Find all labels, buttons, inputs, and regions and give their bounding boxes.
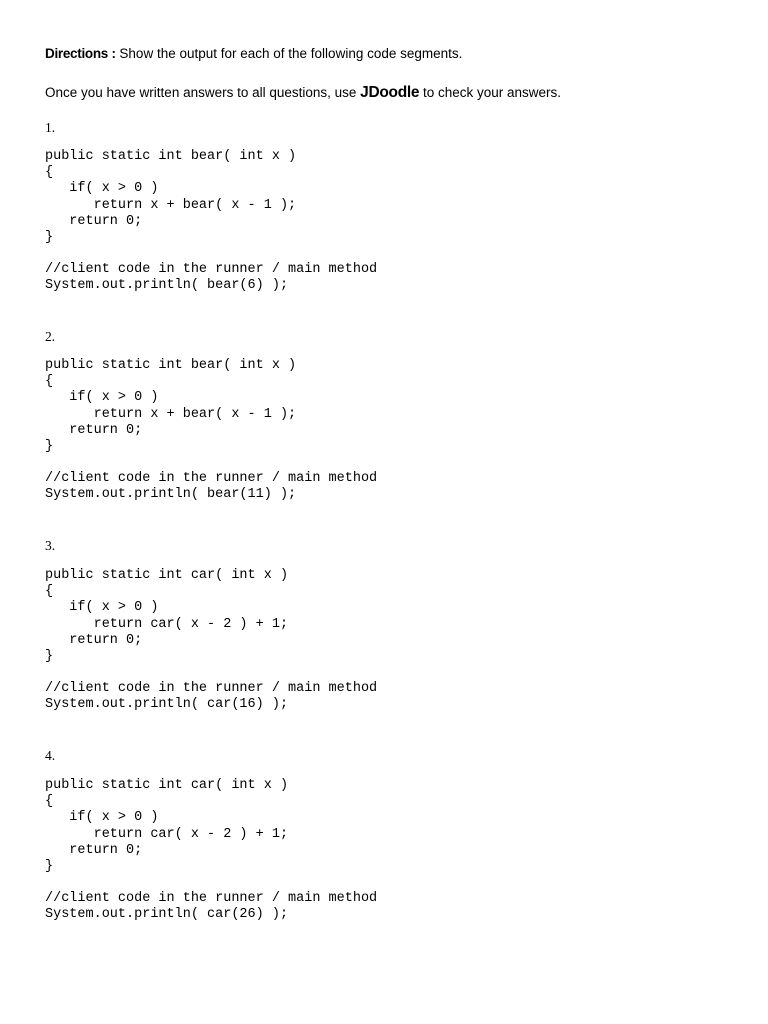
question-1-number: 1.	[45, 120, 56, 135]
question-3-client-code: //client code in the runner / main method System.out.println( car(16) );	[45, 681, 378, 713]
jdoodle-reference: JDoodle	[360, 84, 420, 101]
instruction-line	[45, 84, 561, 102]
directions-label: Directions :	[45, 46, 116, 61]
question-3-number: 3.	[45, 538, 56, 553]
question-2-method-code: public static int bear( int x ) { if( x > 0 ) return x + bear( x - 1 ); return 0; }	[45, 358, 297, 455]
directions-line	[45, 46, 462, 61]
question-4-method-code: public static int car( int x ) { if( x > 0 ) return car( x - 2 ) + 1; return 0; }	[45, 778, 289, 875]
instruction-text-before: Once you have written answers to all questions, use	[45, 85, 361, 100]
question-2-number: 2.	[45, 329, 56, 344]
question-1-client-code: //client code in the runner / main method System.out.println( bear(6) );	[45, 262, 378, 294]
directions-text: Show the output for each of the following code segments.	[115, 46, 463, 61]
question-2-client-code: //client code in the runner / main method System.out.println( bear(11) );	[45, 471, 378, 503]
question-4-number: 4.	[45, 748, 56, 763]
question-4-client-code: //client code in the runner / main method System.out.println( car(26) );	[45, 891, 378, 923]
question-3-method-code: public static int car( int x ) { if( x > 0 ) return car( x - 2 ) + 1; return 0; }	[45, 568, 289, 665]
instruction-text-after: to check your answers.	[419, 85, 562, 100]
question-1-method-code: public static int bear( int x ) { if( x > 0 ) return x + bear( x - 1 ); return 0; }	[45, 149, 297, 246]
